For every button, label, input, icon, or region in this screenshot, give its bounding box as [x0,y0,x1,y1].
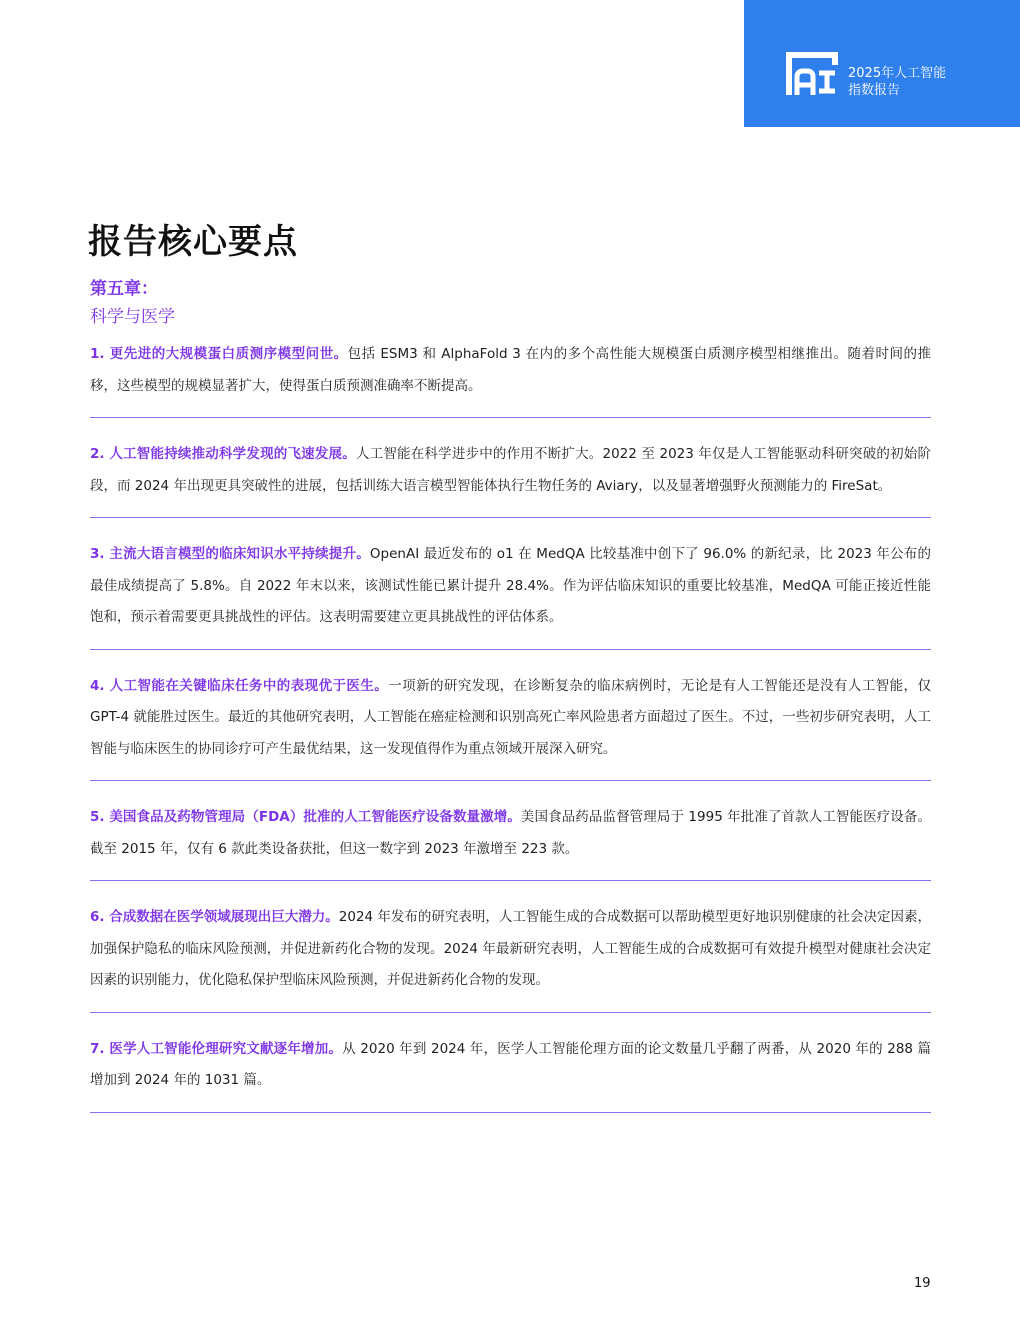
badge-text [848,65,946,99]
item-highlight: 1. 更先进的大规模蛋白质测序模型问世。 [90,346,348,362]
item-highlight: 6. 合成数据在医学领域展现出巨大潜力。 [90,909,339,925]
list-item [90,797,931,881]
item-text: OpenAI 最近发布的 o1 在 MedQA 比较基准中创下了 96.0% 的新纪录，比 2023 年公布的最佳成绩提高了 5.8%。自 2022 年末以来，该测试性能已累计提升 28.4%。作为评估临床知识的重要比较基准，MedQA 可能正接近性能饱和，预示着需要更具挑战性的评估。这表明需要建立更具挑战性的评估体系。 [90,546,931,625]
item-text: 美国食品药品监督管理局于 1995 年批准了首款人工智能医疗设备。截至 2015 年，仅有 6 款此类设备获批，但这一数字到 2023 年激增至 223 款。 [90,809,931,857]
list-item [90,334,931,418]
page-number: 19 [914,1276,931,1291]
item-paragraph [90,802,931,865]
badge-line-2: 指数报告 [848,83,901,98]
item-paragraph [90,339,931,402]
item-paragraph [90,539,931,634]
item-text: 从 2020 年到 2024 年，医学人工智能伦理方面的论文数量几乎翻了两番，从 2020 年的 288 篇增加到 2024 年的 1031 篇。 [90,1040,931,1088]
item-paragraph [90,671,931,766]
item-text: 人工智能在科学进步中的作用不断扩大。2022 至 2023 年仅是人工智能驱动科研突破的初始阶段，而 2024 年出现更具突破性的进展，包括训练大语言模型智能体执行生物任务的 Aviary，以及显著增强野火预测能力的 FireSat。 [90,446,931,494]
item-text: 2024 年发布的研究表明，人工智能生成的合成数据可以帮助模型更好地识别健康的社会决定因素，加强保护隐私的临床风险预测，并促进新药化合物的发现。2024 年最新研究表明，人工智能生成的合成数据可有效提升模型对健康社会决定因素的识别能力，优化隐私保护型临床风险预测，并促进新药化合物的发现。 [90,909,931,988]
item-highlight: 7. 医学人工智能伦理研究文献逐年增加。 [90,1040,343,1057]
item-text: 包括 ESM3 和 AlphaFold 3 在内的多个高性能大规模蛋白质测序模型相继推出。随着时间的推移，这些模型的规模显著扩大，使得蛋白质预测准确率不断提高。 [90,346,931,394]
item-paragraph [90,439,931,502]
item-highlight: 5. 美国食品及药物管理局（FDA）批准的人工智能医疗设备数量激增。 [90,809,521,825]
chapter-subtitle: 科学与医学 [90,307,175,327]
chapter-label: 第五章： [90,279,158,299]
list-item [90,1029,931,1113]
key-points-list [90,334,931,1129]
ai-logo-icon [786,51,838,97]
item-highlight: 4. 人工智能在关键临床任务中的表现优于医生。 [90,677,389,694]
item-text: 一项新的研究发现，在诊断复杂的临床病例时，无论是有人工智能还是没有人工智能，仅 GPT-4 就能胜过医生。最近的其他研究表明，人工智能在癌症检测和识别高死亡率风险患者方面超过了医生。不过，一些初步研究表明，人工智能与临床医生的协同诊疗可产生最优结果，这一发现值得作为重点领域开展深入研究。 [90,677,931,757]
item-paragraph [90,902,931,997]
list-item [90,434,931,518]
item-highlight: 3. 主流大语言模型的临床知识水平持续提升。 [90,546,370,562]
report-badge [744,0,1020,127]
badge-line-1: 2025年人工智能 [848,66,947,81]
item-highlight: 2. 人工智能持续推动科学发现的飞速发展。 [90,446,356,462]
list-item [90,897,931,1013]
page-title: 报告核心要点 [88,222,298,262]
list-item [90,534,931,650]
list-item [90,666,931,782]
item-paragraph [90,1034,931,1097]
